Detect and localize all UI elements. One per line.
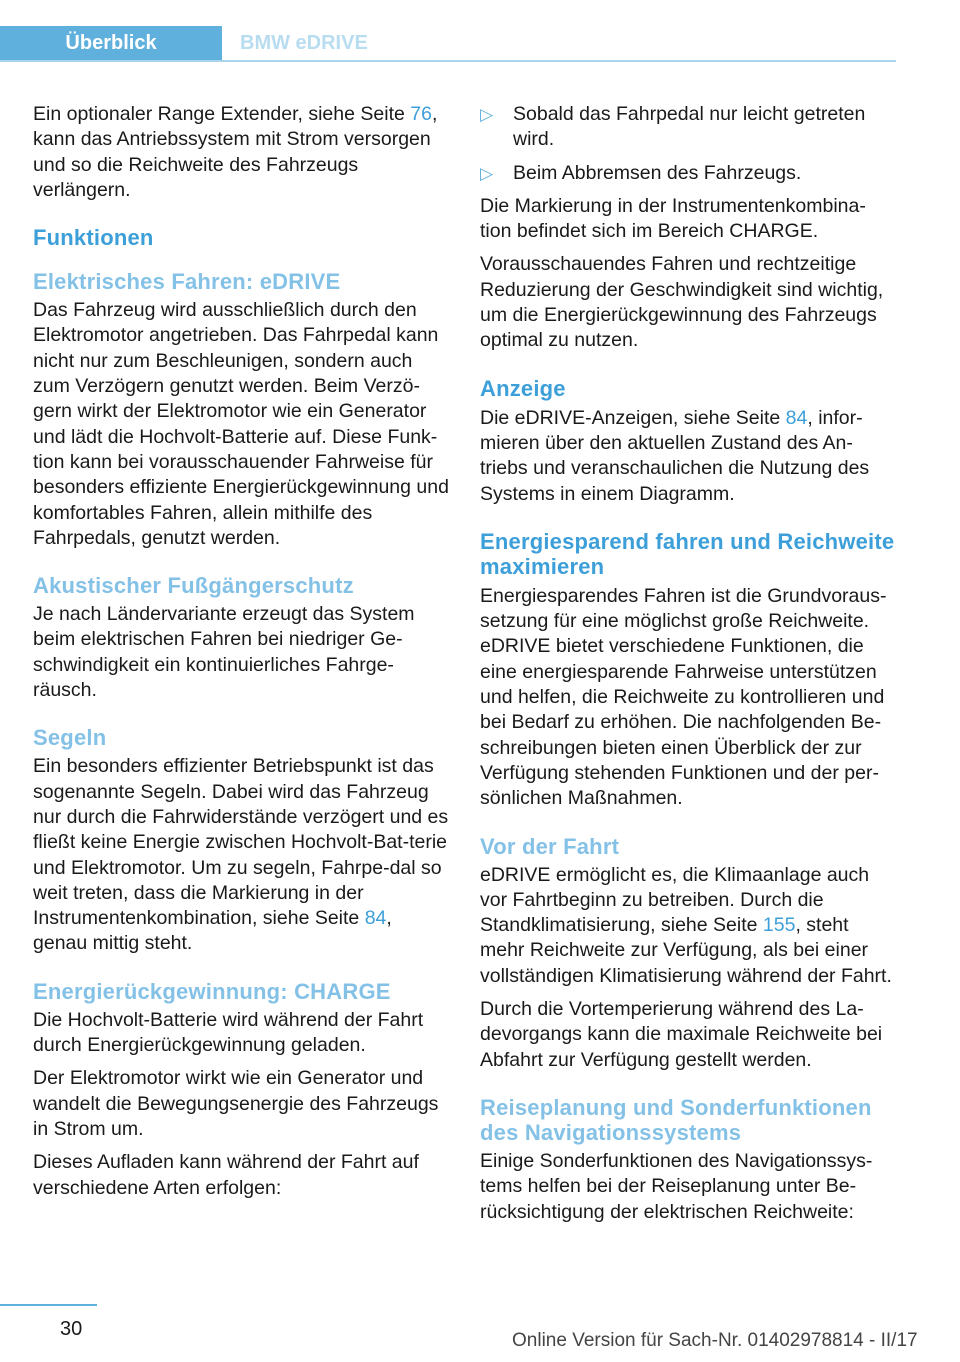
paragraph-vortemperierung: Durch die Vortemperierung während des La-devorgangs kann die maximale Reichweite bei Abfahrt zur Verfügung gestellt werden. bbox=[480, 998, 883, 1071]
page-link-155[interactable]: 155 bbox=[762, 914, 796, 937]
page-link-76[interactable]: 76 bbox=[410, 103, 432, 125]
bullet-text: Sobald das Fahrpedal nur leicht getreten wird. bbox=[513, 103, 866, 151]
paragraph-markierung: Die Markierung in der Instrumentenkombina-tion befindet sich im Bereich CHARGE. bbox=[480, 194, 866, 243]
bullet-list bbox=[480, 102, 896, 186]
heading-elektrisches-fahren: Elektrisches Fahren: eDRIVE bbox=[33, 269, 341, 295]
heading-segeln: Segeln bbox=[33, 725, 107, 751]
triangle-bullet-icon: ▷ bbox=[480, 105, 494, 124]
paragraph-charge-3: Dieses Aufladen kann während der Fahrt auf verschiedene Arten erfolgen: bbox=[33, 1151, 419, 1199]
anzeige-text-b: , infor-mieren über den aktuellen Zustand des An-triebs und veranschaulichen die Nutzung des Systems in einem Diagramm. bbox=[480, 406, 870, 505]
heading-energierueckgewinnung: Energierückgewinnung: CHARGE bbox=[33, 978, 391, 1004]
segeln-text-a: Ein besonders effizienter Betriebspunkt ist das sogenannte Segeln. Dabei wird das Fahrzeug nur durch die Fahrwiderstände verzögert und es fließt keine Energie zwischen Hochvolt-Bat-terie und Elektromotor. Um zu segeln, Fahrpe-dal so weit treten, dass die Markierung in der Instrumentenkombination, siehe Seite bbox=[33, 755, 449, 930]
paragraph-charge-2: Der Elektromotor wirkt wie ein Generator und wandelt die Bewegungsenergie des Fahrzeugs in Strom um. bbox=[33, 1067, 439, 1140]
vorfahrt-text-b: , steht mehr Reichweite zur Verfügung, als bei einer vollständigen Klimatisierung während der Fahrt. bbox=[480, 914, 892, 987]
vorfahrt-text-a: eDRIVE ermöglicht es, die Klimaanlage auch vor Fahrtbeginn zu betreiben. Durch die Standklimatisierung, siehe Seite bbox=[480, 863, 870, 937]
page-link-84[interactable]: 84 bbox=[785, 406, 808, 429]
intro-text-a: Ein optionaler Range Extender, siehe Seite bbox=[33, 103, 411, 125]
segeln-text-b: , genau mittig steht. bbox=[33, 907, 392, 955]
page-header bbox=[0, 0, 896, 62]
left-column bbox=[33, 102, 449, 1209]
heading-energiesparend: Energiesparend fahren und Reichweite maximieren bbox=[480, 528, 895, 579]
list-item bbox=[480, 102, 896, 153]
heading-reiseplanung: Reiseplanung und Sonderfunktionen des Navigationssystems bbox=[480, 1094, 872, 1145]
heading-funktionen: Funktionen bbox=[33, 225, 154, 251]
intro-paragraph bbox=[33, 102, 449, 203]
paragraph-vorausschauend: Vorausschauendes Fahren und rechtzeitige Reduzierung der Geschwindigkeit sind wichtig, um die Energierückgewinnung des Fahrzeugs optimal zu nutzen. bbox=[480, 253, 884, 352]
paragraph-akustischer-fussgaengerschutz: Je nach Ländervariante erzeugt das System beim elektrischen Fahren bei niedriger Ge-schwindigkeit ein kontinuierliches Fahrge-räusch. bbox=[33, 603, 415, 702]
footer-divider bbox=[0, 1304, 97, 1306]
footer-note: Online Version für Sach-Nr. 01402978814 - II/17 bbox=[512, 1330, 918, 1351]
paragraph-anzeige bbox=[480, 406, 896, 507]
header-divider bbox=[0, 60, 896, 62]
list-item bbox=[480, 161, 896, 186]
intro-text-b: , kann das Antriebssystem mit Strom versorgen und so die Reichweite des Fahrzeugs verlängern. bbox=[33, 103, 438, 201]
anzeige-text-a: Die eDRIVE-Anzeigen, siehe Seite bbox=[480, 406, 786, 429]
paragraph-energiesparend: Energiesparendes Fahren ist die Grundvoraus-setzung für eine möglichst große Reichweite. eDRIVE bietet verschiedene Funktionen, die eine energiesparende Fahrweise unterstützen und helfen, die Reichweite zu kontrollieren und bei Bedarf zu erhöhen. Die nachfolgenden Be-schreibungen bieten einen Überblick der zur Verfügung stehenden Funktionen und der per-sönlichen Maßnahmen. bbox=[480, 584, 887, 810]
tab-ueberblick[interactable]: Überblick bbox=[0, 26, 222, 60]
paragraph-segeln bbox=[33, 754, 449, 956]
bullet-text: Beim Abbremsen des Fahrzeugs. bbox=[513, 161, 802, 184]
page-link-84[interactable]: 84 bbox=[364, 907, 387, 930]
paragraph-elektrisches-fahren: Das Fahrzeug wird ausschließlich durch den Elektromotor angetrieben. Das Fahrpedal kann nicht nur zum Beschleunigen, sondern auch zum Verzögern genutzt werden. Beim Verzö-gern wirkt der Elektromotor wie ein Generator und lädt die Hochvolt-Batterie auf. Diese Funk-tion kann bei vorausschauender Fahrweise für besonders effiziente Energierückgewinnung und komfortables Fahren, allein mithilfe des Fahrpedals, genutzt werden. bbox=[33, 299, 449, 549]
paragraph-vor-der-fahrt bbox=[480, 863, 896, 989]
right-column bbox=[480, 102, 896, 1233]
heading-vor-der-fahrt: Vor der Fahrt bbox=[480, 833, 620, 859]
paragraph-reiseplanung: Einige Sonderfunktionen des Navigationssys-tems helfen bei der Reiseplanung unter Be-rücksichtigung der elektrischen Reichweite: bbox=[480, 1149, 873, 1223]
paragraph-charge-1: Die Hochvolt-Batterie wird während der Fahrt durch Energierückgewinnung geladen. bbox=[33, 1008, 424, 1057]
heading-anzeige: Anzeige bbox=[480, 375, 566, 401]
heading-akustischer-fussgaengerschutz: Akustischer Fußgängerschutz bbox=[33, 573, 354, 599]
tab-bmw-edrive[interactable]: BMW eDRIVE bbox=[240, 32, 368, 54]
page-number: 30 bbox=[60, 1318, 83, 1340]
triangle-bullet-icon: ▷ bbox=[480, 163, 494, 183]
